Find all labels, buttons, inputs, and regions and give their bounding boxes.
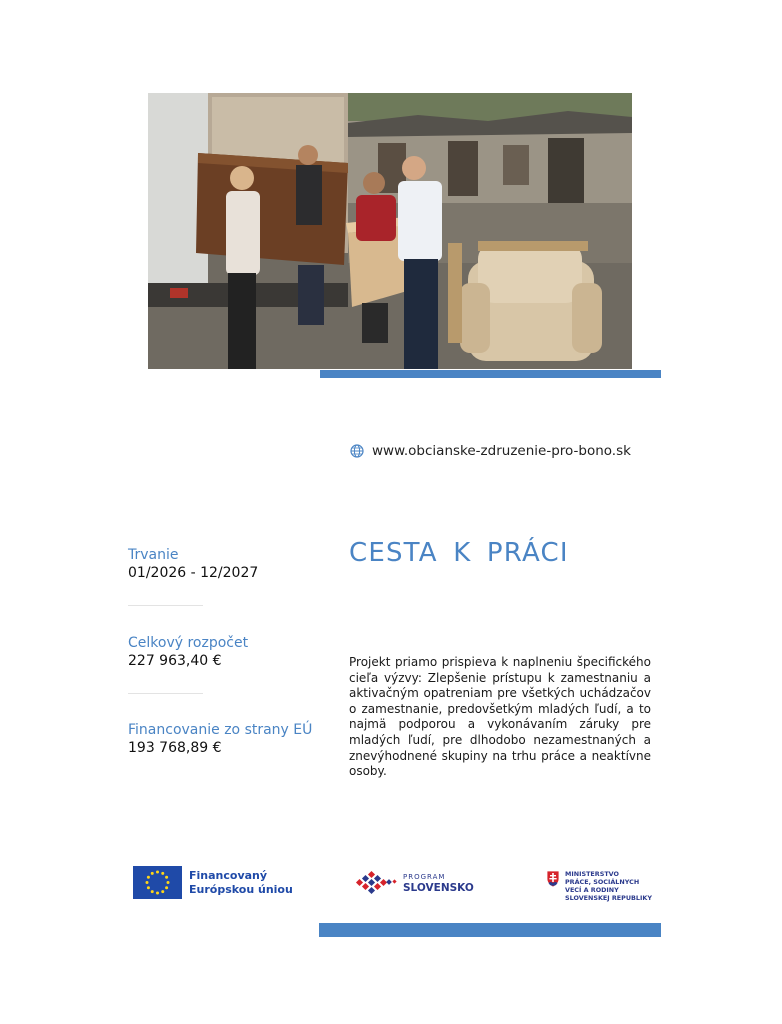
ministry-line1: MINISTERSTVO — [565, 870, 619, 878]
program-slovensko-icon — [355, 870, 399, 896]
budget-block — [128, 634, 248, 670]
eu-star — [165, 876, 168, 879]
accent-bar-bottom — [319, 923, 661, 937]
eu-logo — [133, 866, 293, 899]
budget-value: 227 963,40 € — [128, 653, 222, 669]
slovak-coat-of-arms-icon — [546, 870, 560, 888]
duration-value: 01/2026 - 12/2027 — [128, 565, 259, 581]
ministry-line2: PRÁCE, SOCIÁLNYCH — [565, 878, 640, 886]
globe-icon — [350, 444, 364, 458]
eu-logo-line1: Financovaný — [189, 868, 268, 882]
eu-star — [161, 872, 164, 875]
website-url: www.obcianske-zdruzenie-pro-bono.sk — [372, 443, 631, 459]
project-title: CESTA K PRÁCI — [349, 538, 569, 568]
eu-flag-icon — [133, 866, 182, 899]
eu-funding-label: Financovanie zo strany EÚ — [128, 722, 313, 738]
ministry-line3: VECÍ A RODINY — [565, 886, 619, 894]
eu-logo-line2: Európskou úniou — [189, 882, 293, 896]
duration-block — [128, 546, 258, 582]
program-slovensko-line1: PROGRAM — [403, 873, 446, 881]
hero-photo — [148, 93, 632, 369]
eu-star — [147, 886, 150, 889]
duration-label: Trvanie — [128, 547, 179, 563]
eu-star — [147, 876, 150, 879]
website-link[interactable] — [350, 443, 631, 459]
accent-bar-top — [320, 370, 661, 378]
ministry-line4: SLOVENSKEJ REPUBLIKY — [565, 894, 652, 902]
separator — [128, 605, 203, 606]
ministry-logo — [546, 870, 652, 902]
eu-star — [167, 881, 170, 884]
eu-star — [151, 872, 154, 875]
program-slovensko-line2: SLOVENSKO — [403, 882, 474, 894]
budget-label: Celkový rozpočet — [128, 635, 249, 651]
hero-photo-illustration — [148, 93, 632, 369]
program-slovensko-logo — [355, 870, 474, 896]
eu-star — [156, 871, 159, 874]
eu-funding-value: 193 768,89 € — [128, 740, 222, 756]
separator — [128, 693, 203, 694]
eu-star — [146, 881, 149, 884]
eu-star — [161, 890, 164, 893]
eu-star — [151, 890, 154, 893]
eu-star — [165, 886, 168, 889]
eu-funding-block — [128, 721, 312, 757]
eu-star — [156, 892, 159, 895]
project-description: Projekt priamo prispieva k naplneniu špecifického cieľa výzvy: Zlepšenie prístupu k zamestnaniu a aktivačným opatreniam pre všetkých uchádzačov o zamestnanie, predovšetkým mladých ľudí, a to najmä podporou a vykonávaním záruky pre mladých ľudí, pre dlhodobo nezamestnaných a znevýhodnené skupiny na trhu práce a neaktívne osoby. — [349, 655, 651, 779]
